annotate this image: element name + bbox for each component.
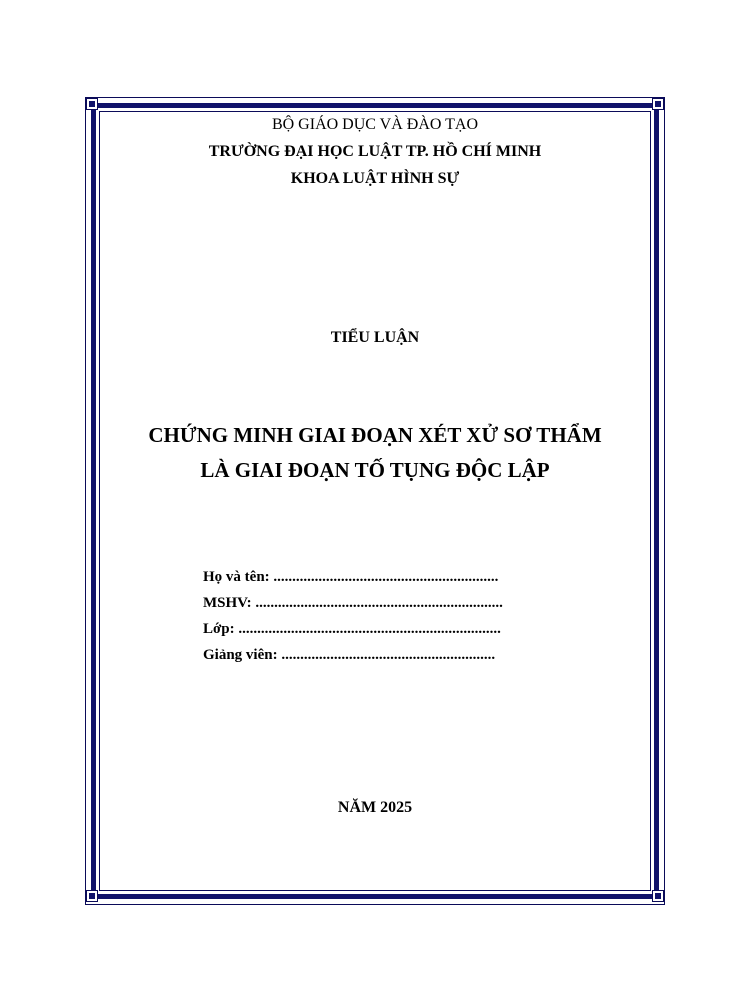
year-label: NĂM 2025 (337, 799, 413, 816)
document-type: TIỂU LUẬN (330, 329, 420, 346)
university-name: TRƯỜNG ĐẠI HỌC LUẬT TP. HỒ CHÍ MINH (208, 143, 542, 160)
essay-title-line-1: CHỨNG MINH GIAI ĐOẠN XÉT XỬ SƠ THẨM (148, 423, 602, 447)
ministry-name: BỘ GIÁO DỤC VÀ ĐÀO TẠO (271, 116, 479, 133)
student-info-fields (203, 569, 533, 673)
field-student-id: MSHV: .................................................................. (203, 595, 503, 611)
border-corner-top-right (652, 98, 664, 110)
faculty-name: KHOA LUẬT HÌNH SỰ (290, 170, 460, 187)
border-corner-bottom-left (86, 890, 98, 902)
field-class: Lớp: ...................................................................... (203, 621, 501, 637)
page-border-inner (99, 111, 651, 891)
field-full-name: Họ và tên: ............................................................ (203, 569, 499, 585)
essay-title-line-2: LÀ GIAI ĐOẠN TỐ TỤNG ĐỘC LẬP (200, 458, 550, 482)
field-lecturer: Giảng viên: ......................................................... (203, 647, 496, 663)
border-corner-bottom-right (652, 890, 664, 902)
border-corner-top-left (86, 98, 98, 110)
